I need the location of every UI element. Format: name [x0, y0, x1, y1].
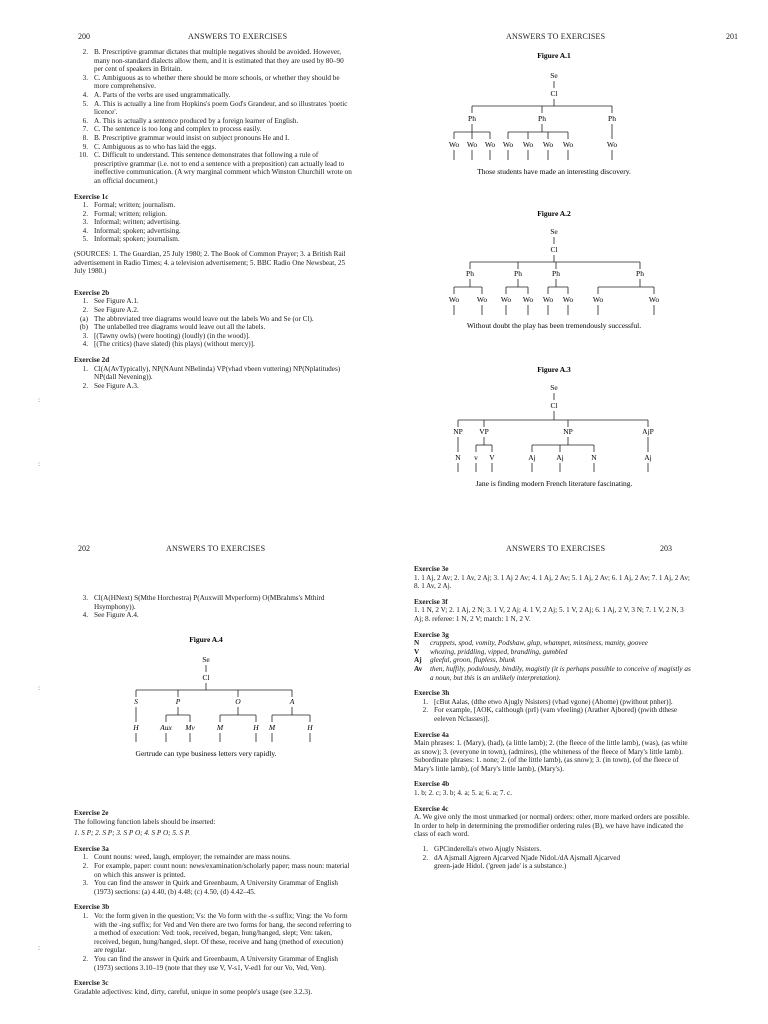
- node-leaf: Mv: [185, 723, 195, 732]
- node-wo: Wo: [502, 140, 514, 149]
- node-function: O: [235, 697, 241, 706]
- node-leaf: H: [307, 723, 313, 732]
- node-wo: Wo: [542, 140, 554, 149]
- node-se: Se: [202, 655, 210, 664]
- figure-a4: [96, 632, 336, 772]
- list-item: 2. Formal; written; religion.: [82, 209, 167, 218]
- node-leaf: v: [474, 453, 478, 462]
- node-wo: Wo: [466, 140, 478, 149]
- page-content: [414, 558, 694, 871]
- list-item: 2. For example, paper: count noun: news/examination/scholarly paper; mass noun: material on which this answer is printed.: [82, 861, 350, 879]
- figure-title: Figure A.4: [189, 635, 223, 644]
- tree-sentence: Gertrude can type business letters very rapidly.: [135, 749, 277, 758]
- list-item: 7. C. The sentence is too long and complex to process easily.: [82, 125, 262, 134]
- list-item: 4. A. Parts of the verbs are used ungrammatically.: [82, 90, 231, 99]
- word-class-row: Aj gleeful, groon, flupless, blunk: [414, 656, 516, 665]
- page-content: [74, 48, 352, 390]
- node-wo: Wo: [562, 140, 574, 149]
- exercise-heading: Exercise 4a: [414, 730, 449, 739]
- list-item: 2. B. Prescriptive grammar dictates that multiple negatives should be avoided. However, many non-standard dialects allow them, and it is estimated that they are used by 80–90 per cent of speakers in Britain.: [82, 48, 344, 74]
- node-leaf: Aux: [160, 723, 172, 732]
- node-wo: Wo: [592, 295, 604, 304]
- node-phrase: NP: [453, 427, 463, 436]
- node-cl: Cl: [202, 673, 210, 682]
- node-se: Se: [550, 227, 558, 236]
- exercise-heading: Exercise 3c: [74, 979, 109, 988]
- list-item: 1. Cl(A(AvTypically), NP(NAunt NBelinda) VP(vhad vbeen vuttering) NP(Nplatitudes) NP(dall Nevening)).: [82, 364, 341, 382]
- paragraph: 1. b; 2. c; 3. b; 4. a; 5. a; 6. a; 7. c.: [414, 789, 513, 798]
- word-class-row: Av then, huffily, podulously, bindily, magistly (it is perhaps possible to conceive of magistly as a noun, but this is an unlikely interpretation).: [414, 664, 691, 682]
- node-wo: Wo: [448, 140, 460, 149]
- list-item: 5. A. This is actually a line from Hopkins's poem God's Grandeur, and so illustrates 'poetic licence'.: [82, 99, 348, 117]
- exercise-heading: Exercise 3a: [74, 844, 109, 853]
- exercise-heading: Exercise 3e: [414, 565, 449, 573]
- figure-a3: [424, 362, 684, 496]
- paragraph: A. We give only the most unmarked (or normal) orders: other, more marked orders are possible. In order to help in determining the premodifier ordering rules (B), we have have indicated the class of each word.: [414, 813, 690, 839]
- node-leaf: Aj: [528, 453, 536, 462]
- page-number: 201: [726, 32, 738, 41]
- running-title: ANSWERS TO EXERCISES: [506, 32, 606, 41]
- answer-line: 1. S P; 2. S P; 3. S P O; 4. S P O; 5. S P.: [74, 829, 191, 838]
- node-leaf: V: [489, 453, 495, 462]
- page-202: [0, 512, 384, 1024]
- node-wo: Wo: [648, 295, 660, 304]
- list-item: 3. Cl(A(HNext) S(Mthe Horchestra) P(Auxwill Mvperform) O(MBrahms's Mthird Hsymphony)).: [82, 594, 325, 611]
- exercise-heading: Exercise 3b: [74, 903, 110, 912]
- exercise-heading: Exercise 4b: [414, 780, 450, 789]
- figure-title: Figure A.2: [537, 209, 571, 218]
- page-number: 200: [78, 32, 90, 41]
- node-wo: Wo: [522, 140, 534, 149]
- list-item: 1. Count nouns: weed, laugh, employer; the remainder are mass nouns.: [82, 853, 291, 862]
- list-item: 2. You can find the answer in Quirk and Greenbaum, A University Grammar of English (1973) sections 3.10–19 (note that they use V, V-s1, V-ed1 for our Vo, Ved, Ven).: [82, 954, 338, 972]
- figure-a2: [424, 206, 684, 338]
- margin-mark: :: [38, 944, 40, 952]
- margin-mark: :: [38, 460, 40, 468]
- node-leaf: Aj: [556, 453, 564, 462]
- paragraph: Main phrases: 1. (Mary), (had), (a little lamb); 2. (the fleece of the little lamb), (was), (as white as snow); 3. (everyone in town), (admires), (the whiteness of the fleece of Mary's little lamb). Subordinate phrases: 1. none; 2. (of the little lamb), (as snow); 3. (in town), (of the fleece of Mary's little lamb), (of Mary's little lamb), (Mary's).: [414, 739, 688, 773]
- node-ph: Ph: [466, 269, 474, 278]
- node-phrase: AjP: [642, 427, 654, 436]
- running-title: ANSWERS TO EXERCISES: [506, 544, 606, 553]
- node-leaf: Aj: [644, 453, 652, 462]
- node-wo: Wo: [476, 295, 488, 304]
- node-phrase: NP: [563, 427, 573, 436]
- list-item: 2. dA Ajsmall Ajgreen Ajcarved Njade Nidol./dA Ajsmall Ajcarved: [422, 853, 621, 862]
- list-item: 1. See Figure A.1.: [82, 297, 139, 306]
- node-function: A: [289, 697, 295, 706]
- list-item: 1. [cBut Aalas, (dthe etwo Ajugly Nsisters) (vhad vgone) (Ahome) (pwithout pnher)].: [422, 697, 673, 706]
- figure-title: Figure A.3: [537, 365, 571, 374]
- list-item: 3. [(Tawny owls) (were hooting) (loudly) (in the wood)].: [82, 331, 250, 340]
- node-wo: Wo: [542, 295, 554, 304]
- node-ph: Ph: [468, 114, 476, 123]
- tree-sentence: Without doubt the play has been tremendously successful.: [466, 321, 642, 330]
- node-wo: Wo: [484, 140, 496, 149]
- node-leaf: N: [455, 453, 461, 462]
- node-leaf: H: [133, 723, 139, 732]
- exercise-heading: Exercise 2e: [74, 809, 109, 817]
- node-ph: Ph: [538, 114, 546, 123]
- list-item: 2. See Figure A.3.: [82, 381, 139, 390]
- list-item: (b) The unlabelled tree diagrams would leave out all the labels.: [79, 323, 266, 332]
- margin-mark: :: [38, 396, 40, 404]
- node-wo: Wo: [500, 295, 512, 304]
- node-function: P: [175, 697, 181, 706]
- node-leaf: H: [253, 723, 259, 732]
- list-item: 3. C. Ambiguous as to whether there should be more schools, or whether they should be more comprehensive.: [82, 73, 340, 91]
- node-ph: Ph: [552, 269, 560, 278]
- node-se: Se: [550, 383, 558, 392]
- exercise-heading: Exercise 4c: [414, 804, 449, 813]
- running-title: ANSWERS TO EXERCISES: [188, 32, 288, 41]
- page-202-top: [74, 594, 352, 620]
- word-class-row: V whozing, priddling, vipped, brandling, gumbled: [414, 647, 568, 656]
- tree-sentence: Those students have made an interesting discovery.: [477, 167, 631, 176]
- node-ph: Ph: [608, 114, 616, 123]
- node-wo: Wo: [562, 295, 574, 304]
- list-item: 1. Formal; written; journalism.: [82, 201, 176, 210]
- paragraph: 1. 1 Aj, 2 Av; 2. 1 Av, 2 Aj; 3. 1 Aj 2 Av; 4. 1 Aj, 2 Av; 5. 1 Aj, 2 Av; 6. 1 Aj, 2 Av; 7. 1 Aj, 2 Av; 8. 1 Av, 2 Aj.: [414, 573, 690, 591]
- exercise-heading: Exercise 3h: [414, 689, 450, 698]
- node-wo: Wo: [522, 295, 534, 304]
- page-200: [0, 0, 384, 512]
- list-item: 5. Informal; spoken; journalism.: [82, 235, 180, 244]
- list-item: 2. See Figure A.2.: [82, 306, 139, 315]
- node-cl: Cl: [550, 245, 558, 254]
- list-item: 10. C. Difficult to understand. This sentence demonstrates that following a rule of prescriptive grammar (i.e. not to end a sentence with a preposition) can actually lead to ineffective communication. (A wry marginal comment which Winston Churchill wrote on an official document.): [79, 151, 352, 185]
- paragraph: The following function labels should be inserted:: [74, 817, 216, 826]
- node-ph: Ph: [636, 269, 644, 278]
- page-number: 203: [660, 544, 672, 553]
- list-item: 4. [(The critics) (have slated) (his plays) (without mercy)].: [82, 340, 255, 349]
- exercise-heading: Exercise 2b: [74, 288, 110, 297]
- page-201: [384, 0, 768, 512]
- node-leaf: N: [591, 453, 597, 462]
- list-item: 2. For example, [AOK, calthough (prI) (vam vfeeling) (Arather Ajbored) (pwith dthese eeleven Nclasses)].: [422, 706, 678, 723]
- page-203: [384, 512, 768, 1024]
- list-item: 9. C. Ambiguous as to who has laid the eggs.: [82, 142, 217, 151]
- page-content: [74, 802, 352, 996]
- exercise-heading: Exercise 1c: [74, 192, 109, 201]
- figure-a1: [424, 48, 684, 188]
- paragraph: 1. 1 N, 2 V; 2. 1 Aj, 2 N; 3. 1 V, 2 Aj; 4. 1 V, 2 Aj; 5. 1 V, 2 Aj; 6. 1 Aj, 2 V, 3 N; 7. 1 V, 2 N, 3 Aj; 8. referee: 1 N, 2 V; match: 1 N, 2 V.: [414, 606, 684, 623]
- list-item: 8. B. Prescriptive grammar would insist on subject pronouns He and I.: [82, 133, 290, 142]
- page-number: 202: [78, 544, 90, 553]
- running-title: ANSWERS TO EXERCISES: [166, 544, 266, 553]
- list-item: 1. Vo: the form given in the question; Vs: the Vo form with the -s suffix; Ving: the Vo form with the -ing suffix; for Ved and Ven there are two forms for hang, the second referring to a method of execution: Ved: took, received, began, hung/hanged, slept; Ven: taken, received, begun, hung/hanged, slept. Of these, receive and hang (method of execution) are regular.: [82, 911, 352, 955]
- exercise-heading: Exercise 2d: [74, 356, 110, 364]
- figure-title: Figure A.1: [537, 51, 571, 60]
- list-item: 3. You can find the answer in Quirk and Greenbaum, A University Grammar of English (1973) sections: (a) 4.40, (b) 4.48; (c) 4.50, (d) 4.42–45.: [82, 879, 338, 896]
- list-item: 4. Informal; spoken; advertising.: [82, 226, 181, 235]
- node-cl: Cl: [550, 89, 558, 98]
- exercise-heading: Exercise 3g: [414, 630, 449, 639]
- list-item: 6. A. This is actually a sentence produced by a foreign learner of English.: [82, 116, 299, 125]
- node-phrase: VP: [479, 427, 489, 436]
- list-item: (a) The abbreviated tree diagrams would leave out the labels Wo and Se (or Cl).: [80, 314, 314, 323]
- list-item: 1. GPCinderella's etwo Ajugly Nsisters.: [422, 845, 542, 854]
- node-function: S: [134, 697, 138, 706]
- word-class-row: N cruppets, spod, vomity, Podshaw, glup, whampet, minsiness, manity, goovee: [414, 639, 648, 648]
- paragraph: Gradable adjectives: kind, dirty, careful, unique in some people's usage (see 3.2.3).: [74, 987, 313, 996]
- node-wo: Wo: [606, 140, 618, 149]
- node-leaf: M: [268, 723, 276, 732]
- tree-sentence: Jane is finding modern French literature fascinating.: [475, 479, 633, 488]
- node-cl: Cl: [550, 401, 558, 410]
- cut-off-line: green-jade Hidol. ('green jade' is a substance.): [434, 862, 567, 871]
- paragraph: (SOURCES: 1. The Guardian, 25 July 1980; 2. The Book of Common Prayer; 3. a British Rail advertisement in Radio Times; 4. a television advertisement; 5. BBC Radio One Newsbeat, 25 July 1980.): [74, 250, 346, 276]
- list-item: 3. Informal; written; advertising.: [82, 218, 181, 227]
- node-leaf: M: [216, 723, 224, 732]
- node-ph: Ph: [514, 269, 522, 278]
- margin-mark: :: [38, 684, 40, 692]
- node-se: Se: [550, 71, 558, 80]
- list-item: 4. See Figure A.4.: [82, 611, 139, 620]
- node-wo: Wo: [448, 295, 460, 304]
- exercise-heading: Exercise 3f: [414, 597, 448, 606]
